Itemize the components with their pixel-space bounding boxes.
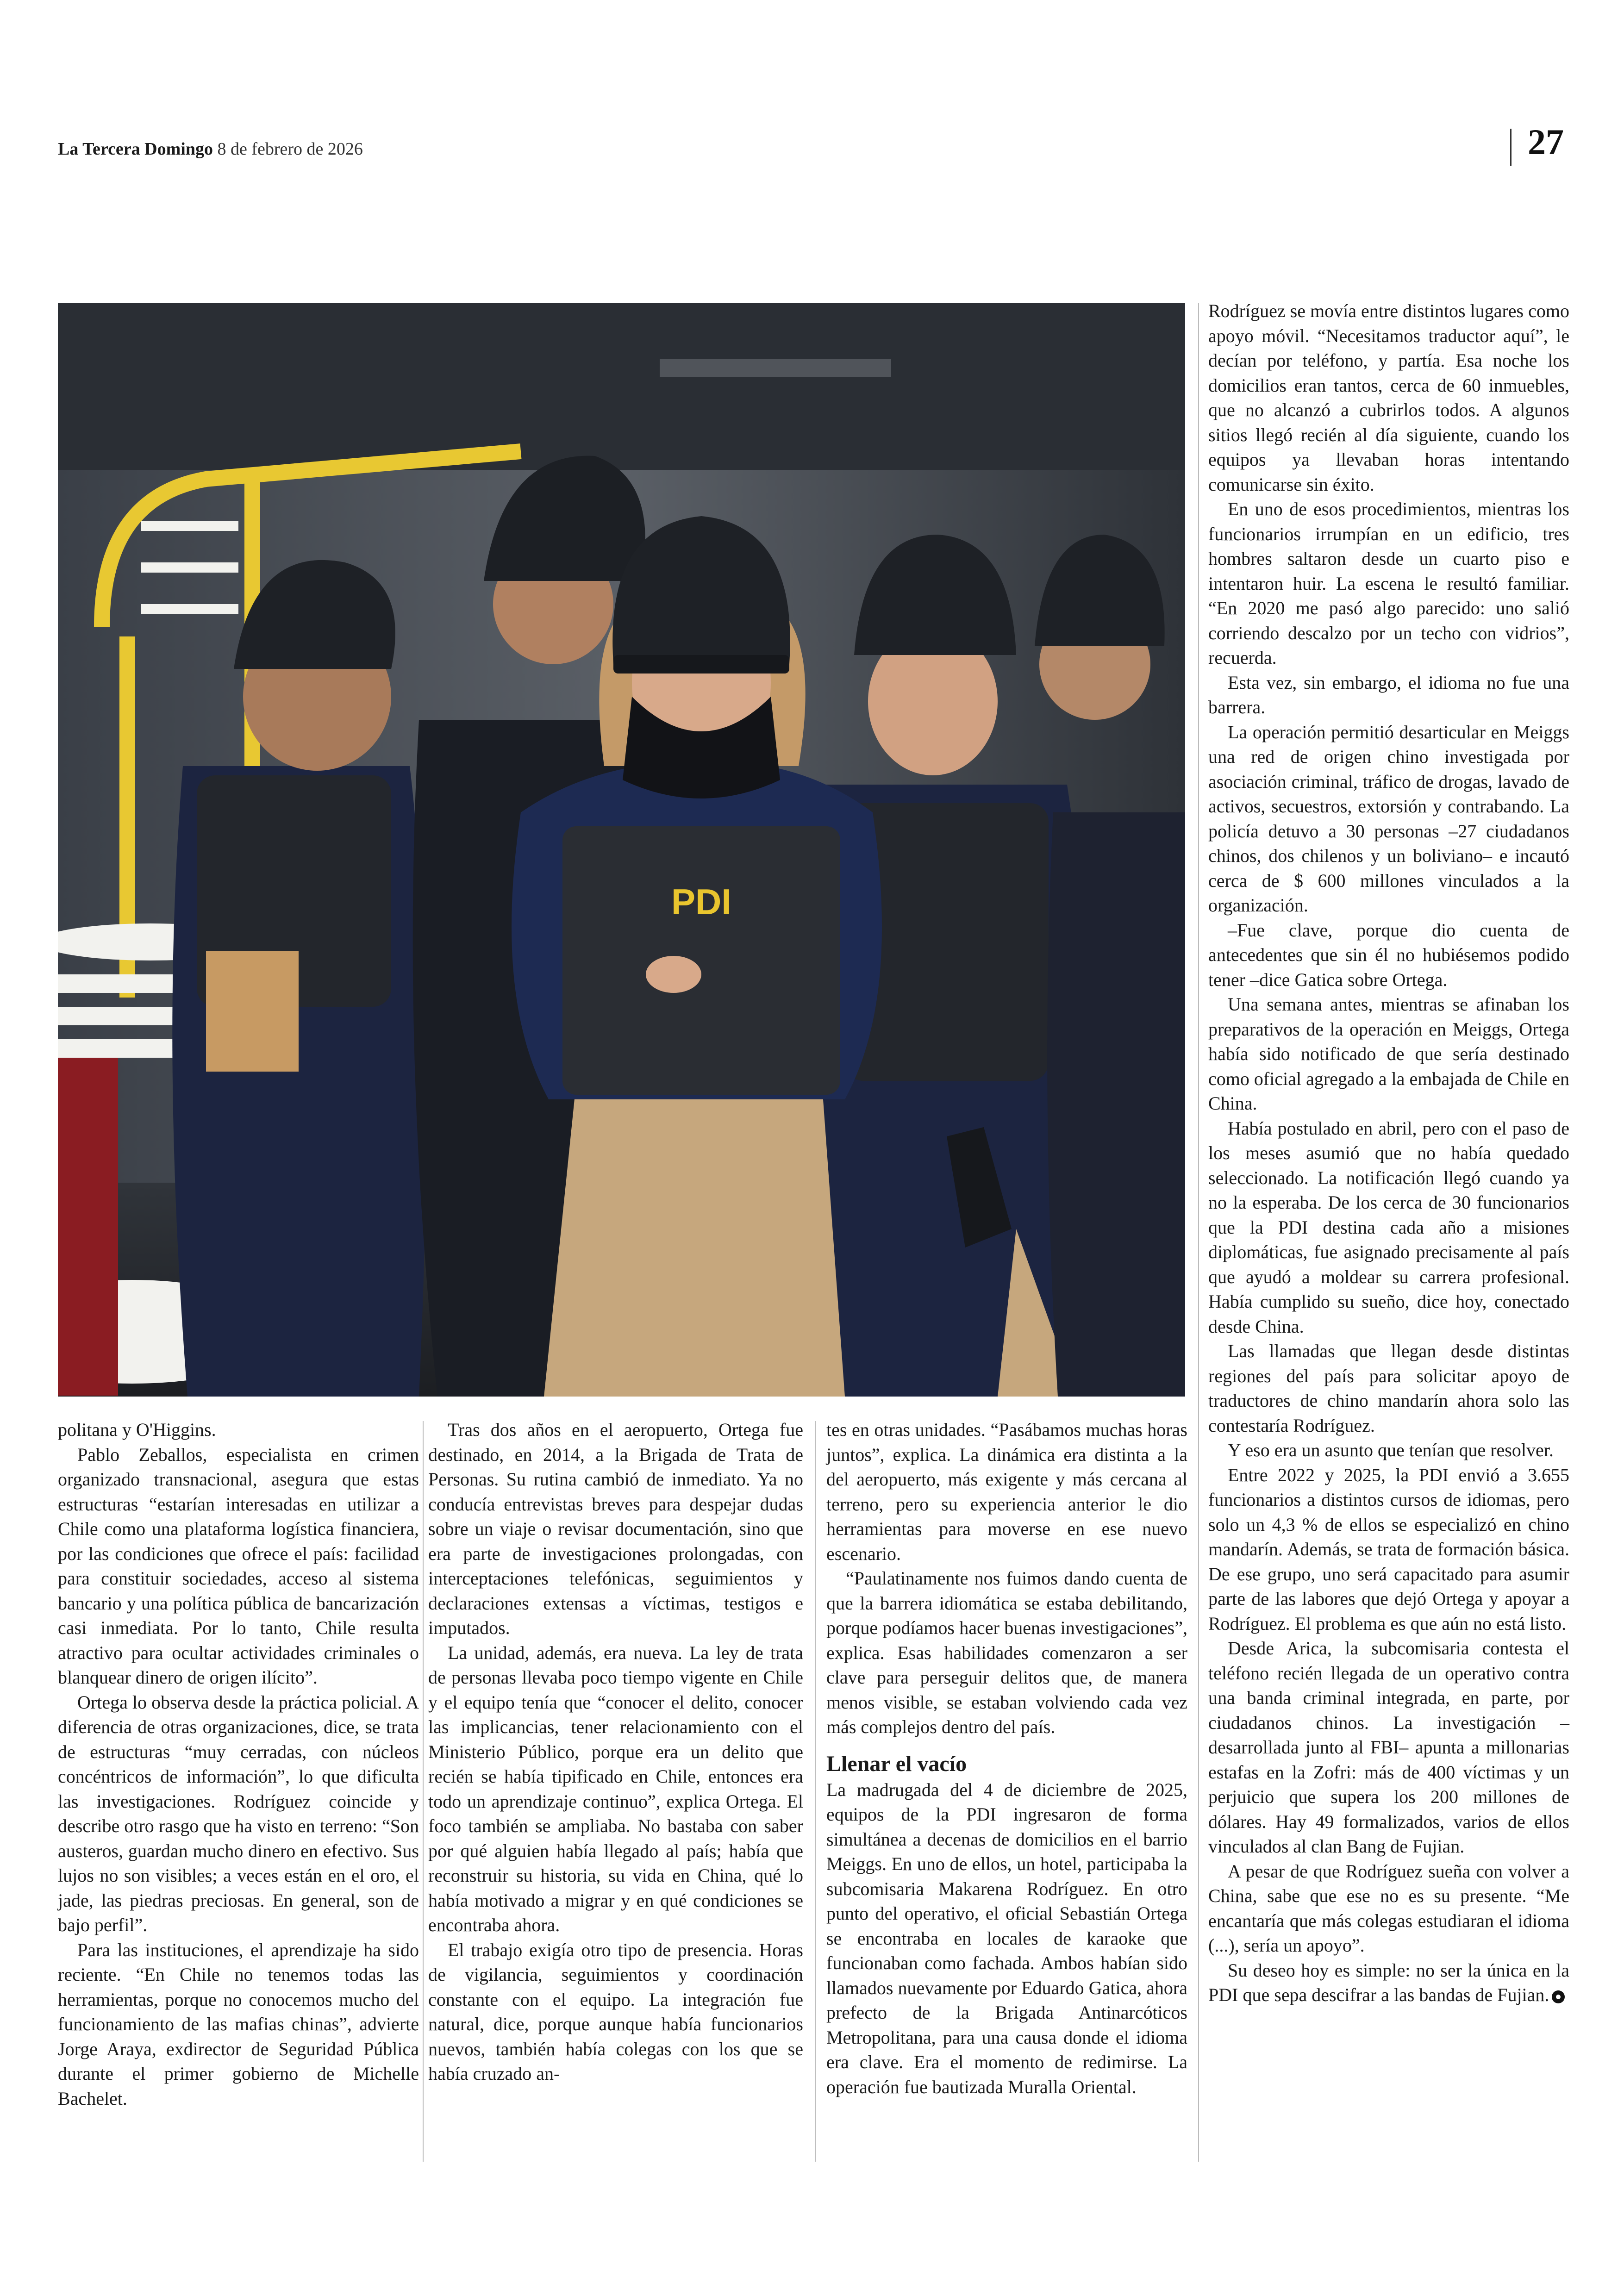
- end-of-article-icon: [1552, 1990, 1565, 2003]
- paragraph: La operación permitió desarticular en Meiggs una red de origen chino investigada por asociación criminal, tráfico de drogas, lavado de activos, secuestros, extorsión y contrabando. La policía detuvo a 30 personas –27 ciudadanos chinos, dos chilenos y un boliviano– e incautó cerca de $ 600 millones vinculados a la organización.: [1208, 721, 1569, 916]
- final-paragraph: [1208, 1958, 1569, 2008]
- publication-name: La Tercera Domingo: [58, 139, 213, 159]
- paragraph: tes en otras unidades. “Pasábamos muchas horas juntos”, explica. La dinámica era distinta a la del aeropuerto, más exigente y más cercana al terreno, pero su experiencia anterior le dio herramientas para moverse en ese nuevo escenario.: [826, 1419, 1187, 1564]
- paragraph: politana y O'Higgins.: [58, 1419, 216, 1440]
- paragraph: Para las instituciones, el aprendizaje ha sido reciente. “En Chile no tenemos todas las herramientas, porque no conocemos mucho del funcionamiento de las mafias chinas”, advierte Jorge Araya, exdirector de Seguridad Pública durante el primer gobierno de Michelle Bachelet.: [58, 1939, 419, 2109]
- paragraph: Entre 2022 y 2025, la PDI envió a 3.655 funcionarios a distintos cursos de idiomas, pero solo un 4,3 % de ellos se especializó en chino mandarín. Además, se trata de formación básica. De ese grupo, uno será capacitado para asumir parte de las labores que dejó Ortega y apoyar a Rodríguez. El problema es que aún no está listo.: [1208, 1464, 1569, 1634]
- paragraph: “Paulatinamente nos fuimos dando cuenta de que la barrera idiomática se estaba debilitando, porque podíamos hacer buenas investigaciones”, explica. Esas habilidades comenzaron a ser clave para perseguir delitos que, de manera menos visible, se estaban volviendo cada vez más complejos dentro del país.: [826, 1568, 1187, 1737]
- paragraph: Y eso era un asunto que tenían que resolver.: [1228, 1440, 1554, 1460]
- paragraph: Esta vez, sin embargo, el idioma no fue una barrera.: [1208, 672, 1569, 717]
- paragraph: Una semana antes, mientras se afinaban los preparativos de la operación en Meiggs, Ortega había sido notificado de que sería destinado como oficial agregado a la embajada de Chile en China.: [1208, 994, 1569, 1114]
- paragraph: La madrugada del 4 de diciembre de 2025, equipos de la PDI ingresaron de forma simultánea a decenas de domicilios en el barrio Meiggs. En uno de ellos, un hotel, participaba la subcomisaria Makarena Rodríguez. En otro punto del operativo, el oficial Sebastián Ortega se encontraba en locales de karaoke que funcionaban como fachada. Ambos habían sido llamados nuevamente por Eduardo Gatica, ahora prefecto de la Brigada Antinarcóticos Metropolitana, para una causa donde el idioma era clave. Era el momento de redimirse. La operación fue bautizada Muralla Oriental.: [826, 1779, 1187, 2097]
- paragraph: Desde Arica, la subcomisaria contesta el teléfono recién llegada de un operativo contra una banda criminal integrada, en parte, por ciudadanos chinos. La investigación –desarrollada junto al FBI– apunta a millonarias estafas en la Zofri: más de 400 víctimas y un perjuicio que supera los 200 millones de dólares. Hay 49 formalizados, varios de ellos vinculados al clan Bang de Fujian.: [1208, 1638, 1569, 1857]
- page-number: 27: [1528, 122, 1564, 162]
- paragraph: Las llamadas que llegan desde distintas regiones del país para solicitar apoyo de traductores de chino mandarín ahora solo las contestaría Rodríguez.: [1208, 1341, 1569, 1436]
- paragraph: Pablo Zeballos, especialista en crimen organizado transnacional, asegura que estas estructuras “estarían interesadas en utilizar a Chile como una plataforma logística financiera, por las condiciones que ofrece el país: facilidad para constituir sociedades, acceso al sistema bancario y una política pública de bancarización casi inmediata. Por lo tanto, Chile resulta atractivo para ocultar actividades criminales o blanquear dinero de origen ilícito”.: [58, 1444, 419, 1688]
- column-divider: [1198, 303, 1199, 2162]
- article-column-2: [428, 1417, 803, 2086]
- column-divider: [423, 1421, 424, 2162]
- paragraph: A pesar de que Rodríguez sueña con volver a China, sabe que ese no es su presente. “Me encantaría que más colegas estudiaran el idioma (...), sería un apoyo”.: [1208, 1860, 1569, 1956]
- paragraph: Rodríguez se movía entre distintos lugares como apoyo móvil. “Necesitamos traductor aquí”, le decían por teléfono, y partía. Esa noche los domicilios eran tantos, cerca de 60 inmuebles, que no alcanzó a cubrirlos todos. A algunos sitios llegó recién al día siguiente, cuando los equipos ya llevaban horas intentando comunicarse sin éxito.: [1208, 300, 1569, 495]
- article-column-4: [1208, 299, 1569, 2008]
- paragraph: La unidad, además, era nueva. La ley de trata de personas llevaba poco tiempo vigente en Chile y el equipo tenía que “conocer el delito, conocer las implicancias, tener relacionamiento con el Ministerio Público, porque era un delito que recién se había tipificado en Chile, entonces era todo un aprendizaje continuo”, explica Ortega. El foco también se ampliaba. No bastaba con saber por qué alguien había llegado al país; había que reconstruir su historia, su vida en China, qué lo había motivado a migrar y en qué condiciones se encontraba ahora.: [428, 1642, 803, 1935]
- paragraph: En uno de esos procedimientos, mientras los funcionarios irrumpían en un edificio, tres hombres saltaron desde un cuarto piso e intentaron huir. La escena le resultó familiar. “En 2020 me pasó algo parecido: uno salió corriendo descalzo por un techo con vidrios”, recuerda.: [1208, 499, 1569, 668]
- article-photo: [58, 303, 1185, 1397]
- article-column-3: [826, 1417, 1187, 2099]
- issue-date: 8 de febrero de 2026: [217, 139, 363, 159]
- article-column-1: [58, 1417, 419, 2111]
- paragraph: Tras dos años en el aeropuerto, Ortega fue destinado, en 2014, a la Brigada de Trata de Personas. Su rutina cambió de inmediato. Ya no conducía entrevistas breves para despejar dudas sobre un viaje o revisar documentación, sino que era parte de investigaciones prolongadas, con interceptaciones telefónicas, seguimientos y declaraciones extensas a víctimas, testigos e imputados.: [428, 1419, 803, 1638]
- column-divider: [815, 1421, 816, 2162]
- masthead: [58, 139, 363, 159]
- vest-pdi-text: PDI: [671, 881, 732, 922]
- page-number-divider: [1510, 129, 1512, 166]
- paragraph: Había postulado en abril, pero con el paso de los meses asumió que no había quedado seleccionado. La notificación llegó cuando ya no la esperaba. De los cerca de 30 funcionarios que la PDI destina cada año a misiones diplomáticas, fue asignado precisamente al país que ayudó a moldear su carrera profesional. Había cumplido su sueño, dice hoy, conectado desde China.: [1208, 1117, 1569, 1337]
- subheading: Llenar el vacío: [826, 1751, 967, 1776]
- final-paragraph-text: Su deseo hoy es simple: no ser la única en la PDI que sepa descifrar a las bandas de Fujian.: [1208, 1959, 1569, 2005]
- paragraph: Ortega lo observa desde la práctica policial. A diferencia de otras organizaciones, dice, se trata de estructuras “muy cerradas, con núcleos concéntricos de información”, lo que dificulta las investigaciones. Rodríguez coincide y describe otro rasgo que ha visto en terreno: “Son austeros, guardan mucho dinero en efectivo. Sus lujos no son visibles; a veces están en el oro, el jade, las piedras preciosas. En general, son de bajo perfil”.: [58, 1691, 419, 1935]
- paragraph: –Fue clave, porque dio cuenta de antecedentes que sin él no hubiésemos podido tener –dice Gatica sobre Ortega.: [1208, 919, 1569, 990]
- paragraph: El trabajo exigía otro tipo de presencia. Horas de vigilancia, seguimientos y coordinación constante con el equipo. La integración fue natural, dice, porque aunque había funcionarios nuevos, también había colegas con los que se había cruzado an-: [428, 1939, 803, 2084]
